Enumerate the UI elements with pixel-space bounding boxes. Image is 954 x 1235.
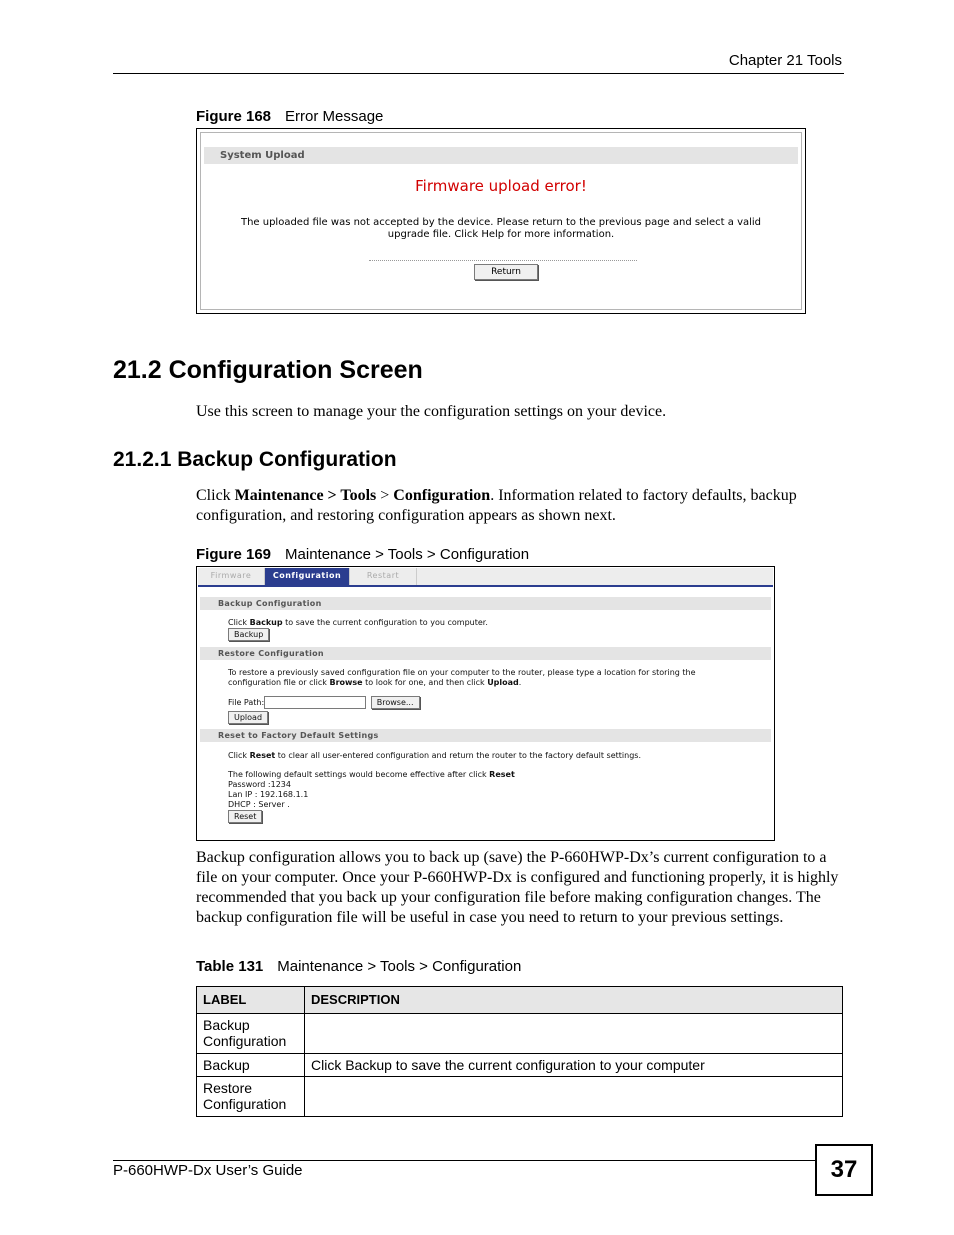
header-label: LABEL: [197, 987, 305, 1014]
row-label: Backup Configuration: [197, 1014, 305, 1054]
reset-button[interactable]: Reset: [228, 810, 262, 823]
text: . Information related to factory defaults, backup configuration, and restoring configuration appears as shown next.: [196, 487, 797, 524]
table-131-caption: [196, 958, 521, 975]
section-heading: 21.2 Configuration Screen: [113, 356, 423, 384]
backup-text: [198, 618, 773, 628]
error-title: Firmware upload error!: [415, 177, 587, 195]
text-bold: Reset: [249, 751, 276, 760]
file-path-row: [198, 696, 773, 709]
footer-guide-title: P-660HWP-Dx User’s Guide: [113, 1162, 303, 1179]
text: The following default settings would become effective after click: [228, 770, 490, 779]
upload-button-row: [198, 711, 773, 724]
browse-button[interactable]: Browse...: [371, 696, 420, 709]
default-lan-ip: Lan IP : 192.168.1.1: [228, 790, 309, 799]
section-intro: Use this screen to manage your the configuration settings on your device.: [196, 403, 667, 420]
text: >: [376, 487, 394, 504]
subsection-paragraph: [196, 486, 846, 526]
figure-label: Figure 168: [196, 108, 272, 125]
table-label: Table 131: [196, 958, 264, 975]
figure-168-screenshot: [196, 128, 806, 314]
header-rule: [113, 73, 844, 74]
menu-path-bold: Maintenance > Tools: [234, 487, 377, 504]
figure-title: Error Message: [285, 108, 384, 125]
text: .: [518, 678, 522, 687]
figure-169-caption: [196, 546, 529, 563]
table-row: [197, 1077, 843, 1117]
table-header-row: [197, 987, 843, 1014]
table-title: Maintenance > Tools > Configuration: [277, 958, 522, 975]
divider: [369, 260, 637, 261]
row-description: [305, 1014, 843, 1054]
figure-168-caption: [196, 108, 383, 125]
text-bold: Reset: [489, 770, 515, 779]
return-button[interactable]: Return: [474, 264, 538, 280]
file-path-label: File Path:: [228, 698, 265, 707]
text: to save the current configuration to you computer.: [282, 618, 488, 627]
text-bold: Upload: [487, 678, 519, 687]
text-bold: Browse: [329, 678, 363, 687]
table-131: [196, 986, 843, 1117]
reset-button-row: [198, 810, 773, 823]
tab-restart[interactable]: Restart: [350, 568, 417, 585]
text: Click: [228, 618, 250, 627]
text: to look for one, and then click: [362, 678, 488, 687]
text: Click: [228, 751, 250, 760]
text-bold: Backup: [249, 618, 283, 627]
row-label: Restore Configuration: [197, 1077, 305, 1117]
backup-section-title: Backup Configuration: [200, 597, 771, 610]
system-upload-panel: [200, 132, 802, 310]
table-row: [197, 1054, 843, 1077]
figure-169-screenshot: [196, 566, 775, 841]
row-description: [305, 1077, 843, 1117]
reset-text: [198, 751, 773, 761]
restore-text: [198, 668, 773, 688]
backup-button[interactable]: Backup: [228, 628, 269, 641]
default-password: Password :1234: [228, 780, 291, 789]
figure-title: Maintenance > Tools > Configuration: [285, 546, 530, 563]
reset-section-title: Reset to Factory Default Settings: [200, 729, 771, 742]
chapter-header: Chapter 21 Tools: [728, 52, 842, 69]
file-path-input[interactable]: [264, 696, 366, 709]
tab-configuration[interactable]: Configuration: [265, 568, 350, 585]
text: To restore a previously saved configuration file on your computer to the router, please type a location for storing the configuration file or click: [228, 668, 696, 687]
menu-path-bold: Configuration: [393, 487, 491, 504]
tab-firmware[interactable]: Firmware: [198, 568, 265, 585]
figure-label: Figure 169: [196, 546, 272, 563]
backup-button-row: [198, 628, 773, 641]
subsection-heading: 21.2.1 Backup Configuration: [113, 448, 397, 471]
footer-rule: [113, 1160, 815, 1161]
default-dhcp: DHCP : Server .: [228, 800, 290, 809]
tab-bar: [198, 568, 773, 587]
header-description: DESCRIPTION: [305, 987, 843, 1014]
page-number: 37: [815, 1144, 873, 1196]
text: to clear all user-entered configuration and return the router to the factory default settings.: [275, 751, 641, 760]
text: Click: [196, 487, 235, 504]
defaults-text: [198, 770, 773, 780]
backup-paragraph: Backup configuration allows you to back up (save) the P-660HWP-Dx’s current configuration to a file on your computer. Once your P-660HWP-Dx is configured and functioning properly, it is highly recommended that you back up your configuration file before making configuration changes. The backup configuration file will be useful in case you need to return to your previous settings.: [196, 849, 839, 926]
restore-section-title: Restore Configuration: [200, 647, 771, 660]
system-upload-title: System Upload: [204, 147, 798, 164]
table-row: [197, 1014, 843, 1054]
row-description: Click Backup to save the current configuration to your computer: [305, 1054, 843, 1077]
row-label: Backup: [197, 1054, 305, 1077]
error-message: The uploaded file was not accepted by the device. Please return to the previous page and select a valid upgrade file. Click Help for more information.: [240, 217, 762, 240]
upload-button[interactable]: Upload: [228, 711, 268, 724]
